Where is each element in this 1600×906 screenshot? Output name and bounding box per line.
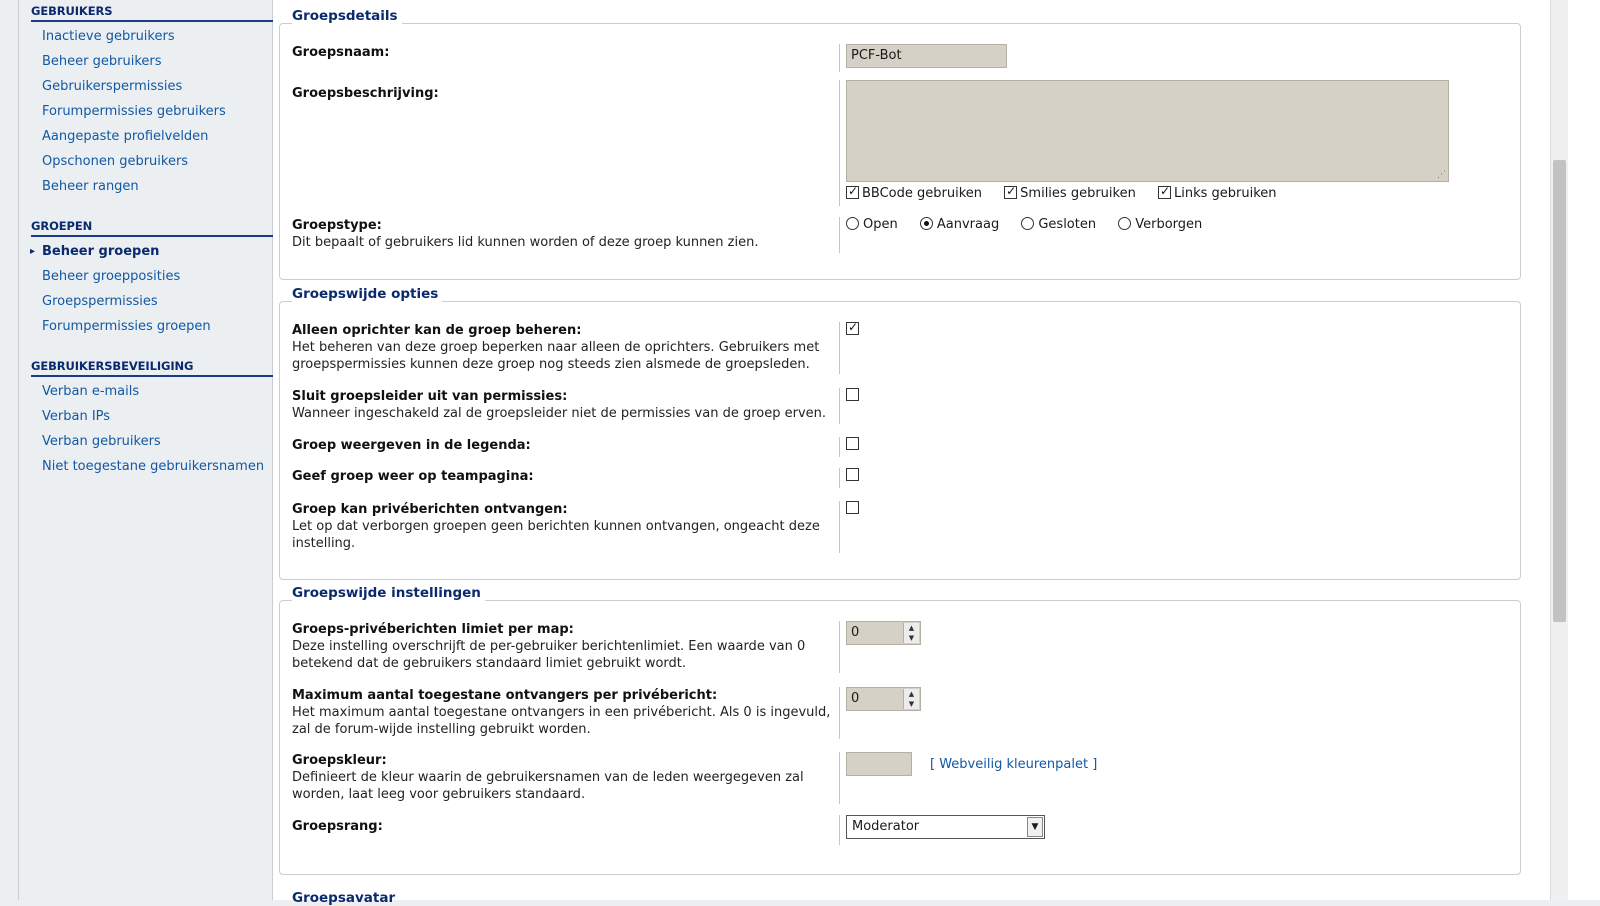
- vertical-scrollbar[interactable]: [1550, 0, 1568, 900]
- option-bbcode[interactable]: [846, 186, 982, 201]
- step-up-icon[interactable]: ▲: [908, 624, 915, 632]
- pm-limit-label: Groeps-privéberichten limiet per map:: [292, 622, 574, 637]
- field-col: [846, 322, 862, 337]
- sidebar-item-beheer-rangen[interactable]: Beheer rangen: [42, 179, 139, 194]
- receive-pm-explain-line1: Let op dat verborgen groepen geen berichten kunnen ontvangen, ongeacht deze: [292, 519, 820, 534]
- sidebar-item-beheer-groepposities[interactable]: Beheer groepposities: [42, 269, 181, 284]
- label-col: [292, 80, 832, 102]
- divider: [839, 322, 840, 374]
- row-groepstype: [292, 217, 1510, 253]
- sidebar-item-beheer-gebruikers[interactable]: Beheer gebruikers: [42, 54, 162, 69]
- field-col: [846, 437, 862, 452]
- divider: [839, 752, 840, 804]
- pm-limit-explain-line1: Deze instelling overschrijft de per-gebruiker berichtenlimiet. Een waarde van 0: [292, 639, 806, 654]
- group-color-label: Groepskleur:: [292, 753, 387, 768]
- menu-section-gebruikersbeveiliging: [19, 355, 273, 479]
- sidebar-item-label: Beheer groepen: [42, 244, 160, 259]
- sidebar: [19, 0, 273, 900]
- window-edge: [1568, 0, 1600, 900]
- founder-explain-line1: Het beheren van deze groep beperken naar alleen de oprichters. Gebruikers met: [292, 340, 820, 355]
- field-col: [846, 217, 1220, 232]
- field-col: [846, 468, 862, 483]
- founder-explain-line2: groepspermissies kunnen deze groep nog steeds zien alsmede de groepsleden.: [292, 357, 810, 372]
- open-label: Open: [863, 217, 898, 232]
- legend-groepsdetails: Groepsdetails: [292, 8, 402, 24]
- label-col: [292, 217, 832, 251]
- row-teampage: [292, 468, 1510, 488]
- fieldset-groepsdetails: [279, 23, 1521, 280]
- teampage-label: Geef groep weer op teampagina:: [292, 469, 534, 484]
- aanvraag-label: Aanvraag: [936, 217, 1000, 232]
- groepsbeschrijving-textarea[interactable]: [846, 80, 1449, 182]
- divider: [839, 621, 840, 673]
- divider: [839, 501, 840, 553]
- label-col: [292, 44, 832, 61]
- divider: [839, 388, 840, 424]
- divider: [839, 44, 840, 72]
- step-down-icon[interactable]: ▼: [908, 634, 915, 642]
- stepper-arrows[interactable]: [903, 623, 919, 643]
- type-option-open[interactable]: [846, 217, 898, 232]
- label-col: [292, 388, 832, 422]
- gesloten-label: Gesloten: [1038, 217, 1097, 232]
- divider: [839, 80, 840, 206]
- groepsbeschrijving-label: Groepsbeschrijving:: [292, 86, 439, 101]
- field-col: [846, 815, 1045, 839]
- main-content: [279, 0, 1565, 906]
- groepstype-label: Groepstype:: [292, 218, 382, 233]
- option-smilies[interactable]: [1004, 186, 1136, 201]
- legend-groepswijde-opties: Groepswijde opties: [292, 286, 442, 302]
- menu-heading: GEBRUIKERSBEVEILIGING: [31, 355, 273, 377]
- page-frame: [18, 0, 1570, 906]
- pm-limit-explain-line2: betekend dat de gebruikers standaard limiet gebruikt wordt.: [292, 656, 686, 671]
- option-links[interactable]: [1158, 186, 1277, 201]
- field-col: [846, 687, 921, 711]
- label-col: [292, 687, 832, 738]
- field-col: [846, 752, 1097, 776]
- row-founder-manage: [292, 322, 1510, 374]
- menu-heading: GEBRUIKERS: [31, 0, 273, 22]
- field-col: [846, 388, 862, 403]
- sidebar-item-verban-e-mails[interactable]: Verban e-mails: [42, 384, 140, 399]
- field-col: [846, 44, 1007, 68]
- sidebar-item-opschonen-gebruikers[interactable]: Opschonen gebruikers: [42, 154, 189, 169]
- row-receive-pm: [292, 501, 1510, 553]
- menu-section-groepen: [19, 215, 273, 339]
- divider: [839, 687, 840, 739]
- type-option-gesloten[interactable]: [1021, 217, 1096, 232]
- group-color-explain-line2: worden, laat leeg voor gebruikers standaard.: [292, 787, 586, 802]
- stepper-arrows[interactable]: [903, 689, 919, 709]
- row-groepsnaam: [292, 44, 1510, 72]
- founder-checkbox[interactable]: [846, 322, 859, 335]
- pm-limit-value: 0: [851, 625, 860, 640]
- row-leader-skip: [292, 388, 1510, 424]
- smilies-label: Smilies gebruiken: [1020, 186, 1136, 201]
- founder-label: Alleen oprichter kan de groep beheren:: [292, 323, 582, 338]
- row-pm-limit: [292, 621, 1510, 673]
- chevron-down-icon[interactable]: ▼: [1027, 817, 1043, 837]
- receive-pm-checkbox[interactable]: [846, 501, 859, 514]
- leader-checkbox[interactable]: [846, 388, 859, 401]
- label-col: [292, 815, 832, 835]
- verborgen-label: Verborgen: [1135, 217, 1203, 232]
- sidebar-item-niet-toegestane-gebruikersnamen[interactable]: Niet toegestane gebruikersnamen: [42, 459, 265, 474]
- webveilig-kleurenpalet-link[interactable]: [ Webveilig kleurenpalet ]: [930, 756, 1098, 772]
- label-col: [292, 437, 832, 454]
- row-group-rank: [292, 815, 1510, 845]
- leader-explain: Wanneer ingeschakeld zal de groepsleider niet de permissies van de groep erven.: [292, 406, 827, 421]
- max-recipients-value: 0: [851, 691, 860, 706]
- group-color-explain-line1: Definieert de kleur waarin de gebruikersnamen van de leden weergegeven zal: [292, 770, 804, 785]
- legend-groepsavatar: Groepsavatar: [292, 890, 396, 906]
- open-radio[interactable]: [846, 217, 859, 230]
- label-col: [292, 752, 832, 803]
- max-recipients-explain-line1: Het maximum aantal toegestane ontvangers in een privébericht. Als 0 is ingevuld,: [292, 705, 831, 720]
- smilies-checkbox[interactable]: [1004, 186, 1017, 199]
- step-down-icon[interactable]: ▼: [908, 700, 915, 708]
- scrollbar-thumb[interactable]: [1553, 160, 1566, 622]
- row-groepsbeschrijving: [292, 80, 1510, 206]
- groepsnaam-input[interactable]: PCF-Bot: [846, 44, 1007, 68]
- bbcode-checkbox[interactable]: [846, 186, 859, 199]
- legend-groepswijde-instellingen: Groepswijde instellingen: [292, 585, 485, 601]
- divider: [839, 815, 840, 845]
- sidebar-item-beheer-groepen[interactable]: [30, 239, 273, 264]
- divider: [839, 468, 840, 488]
- links-label: Links gebruiken: [1173, 186, 1277, 201]
- group-color-input[interactable]: [846, 752, 912, 776]
- row-legend-display: [292, 437, 1510, 457]
- max-recipients-explain-line2: zal de forum-wijde instelling gebruikt worden.: [292, 722, 591, 737]
- verborgen-radio[interactable]: [1118, 217, 1131, 230]
- sidebar-item-gebruikerspermissies[interactable]: Gebruikerspermissies: [42, 79, 183, 94]
- max-recipients-label: Maximum aantal toegestane ontvangers per privébericht:: [292, 688, 718, 703]
- leader-label: Sluit groepsleider uit van permissies:: [292, 389, 568, 404]
- active-bullet-icon: ▸: [30, 246, 36, 257]
- sidebar-item-forumpermissies-groepen[interactable]: Forumpermissies groepen: [42, 319, 211, 334]
- links-checkbox[interactable]: [1158, 186, 1171, 199]
- label-col: [292, 621, 832, 672]
- resize-grip-icon[interactable]: ⋰: [1437, 170, 1446, 180]
- label-col: [292, 501, 832, 552]
- row-max-recipients: [292, 687, 1510, 739]
- sidebar-item-forumpermissies-gebruikers[interactable]: Forumpermissies gebruikers: [42, 104, 226, 119]
- menu-heading: GROEPEN: [31, 215, 273, 237]
- group-rank-label: Groepsrang:: [292, 819, 383, 834]
- fieldset-groepswijde-opties: [279, 301, 1521, 580]
- pm-limit-stepper[interactable]: [846, 621, 921, 645]
- divider: [839, 437, 840, 457]
- legend-display-checkbox[interactable]: [846, 437, 859, 450]
- field-col: [846, 80, 1449, 201]
- sidebar-item-groepspermissies[interactable]: Groepspermissies: [42, 294, 158, 309]
- field-col: [846, 501, 862, 516]
- menu-section-gebruikers: [19, 0, 273, 199]
- max-recipients-stepper[interactable]: [846, 687, 921, 711]
- sidebar-item-inactieve-gebruikers[interactable]: Inactieve gebruikers: [42, 29, 175, 44]
- teampage-checkbox[interactable]: [846, 468, 859, 481]
- label-col: [292, 322, 832, 373]
- sidebar-item-verban-ips[interactable]: Verban IPs: [42, 409, 111, 424]
- gesloten-radio[interactable]: [1021, 217, 1034, 230]
- groepstype-explain: Dit bepaalt of gebruikers lid kunnen worden of deze groep kunnen zien.: [292, 235, 759, 250]
- aanvraag-radio[interactable]: [920, 217, 933, 230]
- bbcode-label: BBCode gebruiken: [862, 186, 983, 201]
- sidebar-item-verban-gebruikers[interactable]: Verban gebruikers: [42, 434, 161, 449]
- sidebar-item-aangepaste-profielvelden[interactable]: Aangepaste profielvelden: [42, 129, 209, 144]
- groepsnaam-label: Groepsnaam:: [292, 45, 390, 60]
- group-rank-select[interactable]: [846, 815, 1045, 839]
- desc-options: [846, 186, 1449, 201]
- step-up-icon[interactable]: ▲: [908, 690, 915, 698]
- receive-pm-explain-line2: instelling.: [292, 536, 356, 551]
- row-group-color: [292, 752, 1510, 804]
- field-col: [846, 621, 921, 645]
- label-col: [292, 468, 832, 485]
- group-rank-value: Moderator: [852, 819, 920, 834]
- type-option-verborgen[interactable]: [1118, 217, 1202, 232]
- type-option-aanvraag[interactable]: [920, 217, 999, 232]
- receive-pm-label: Groep kan privéberichten ontvangen:: [292, 502, 568, 517]
- divider: [839, 217, 840, 253]
- fieldset-groepswijde-instellingen: [279, 600, 1521, 875]
- legend-display-label: Groep weergeven in de legenda:: [292, 438, 531, 453]
